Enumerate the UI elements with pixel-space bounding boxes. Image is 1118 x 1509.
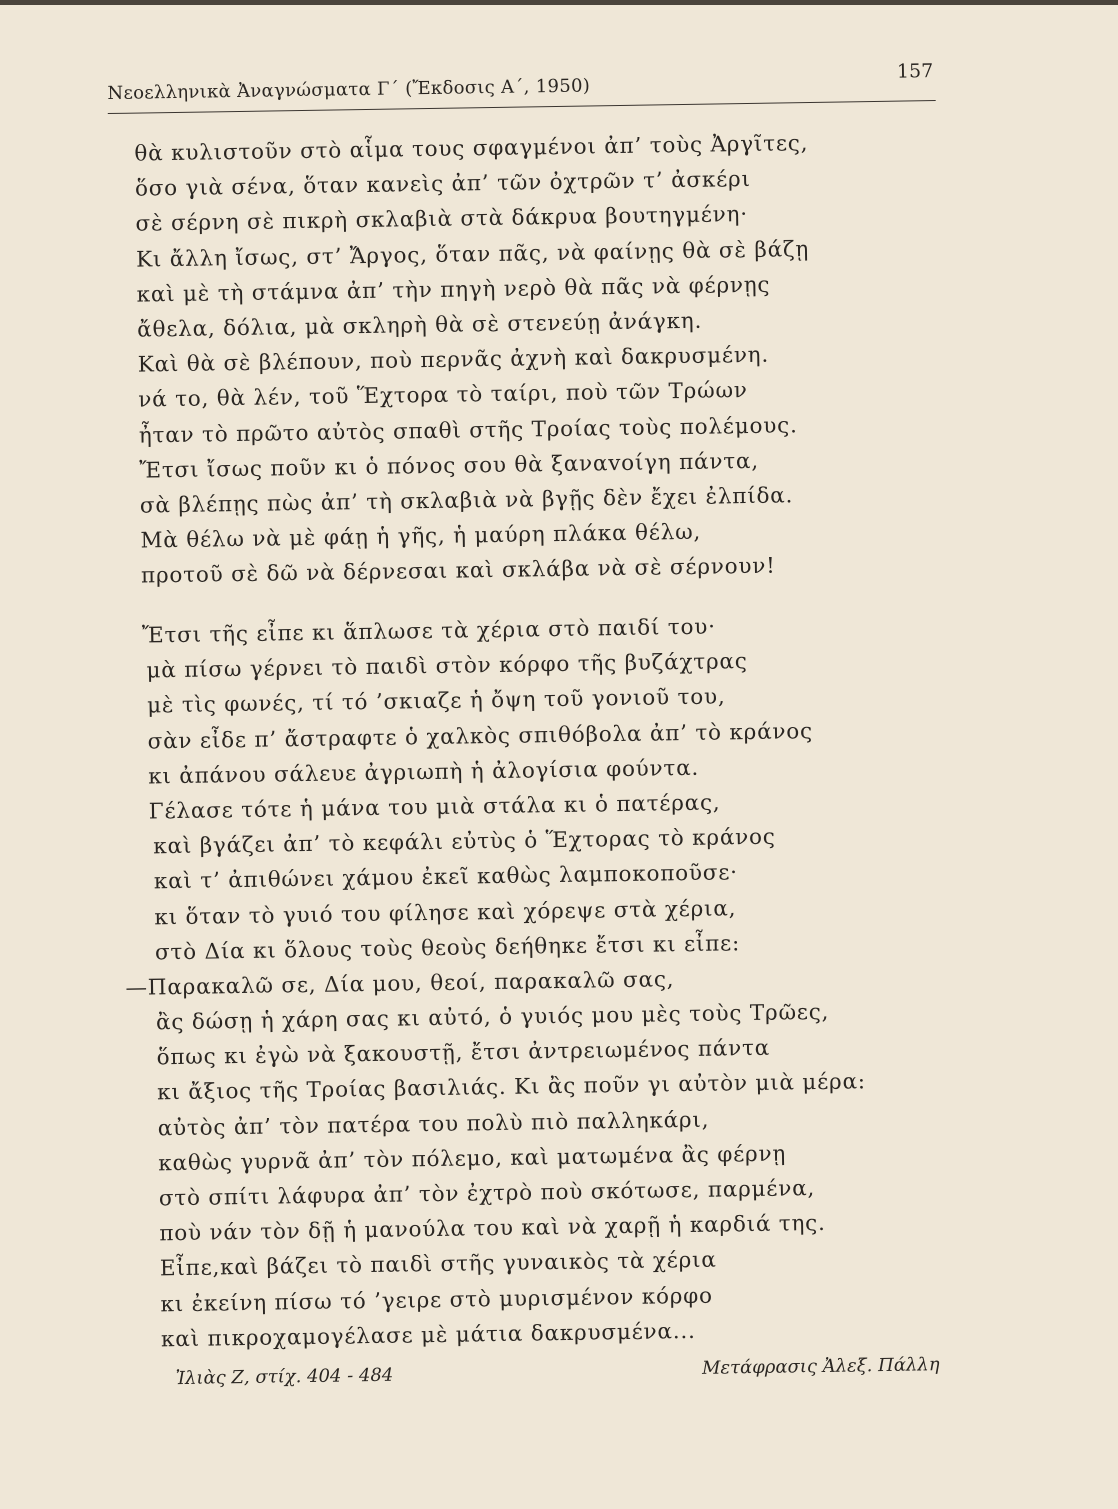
translator-credit: Μετάφρασις Ἀλεξ. Πάλλη [701, 1354, 940, 1379]
poem-line: καὶ μὲ τὴ στάμνα ἀπ’ τὴν πηγὴ νερὸ θὰ πᾶς νὰ φέρνῃς [136, 272, 771, 308]
poem-line: Μὰ θέλω νὰ μὲ φάῃ ἡ γῆς, ἡ μαύρη πλάκα θέλω, [140, 519, 702, 554]
poem-line: μὰ πίσω γέρνει τὸ παιδὶ στὸν κόρφο τῆς βυζάχτρας [146, 649, 748, 684]
poem-line: Κι ἄλλη ἴσως, στ’ Ἄργος, ὅταν πᾶς, νὰ φαίνῃς θὰ σὲ βάζῃ [135, 236, 810, 273]
poem-line: καθὼς γυρνᾶ ἀπ’ τὸν πόλεμο, καὶ ματωμένα ἂς φέρνῃ [158, 1141, 787, 1177]
poem-line: Εἶπε,καὶ βάζει τὸ παιδὶ στῆς γυναικὸς τὰ χέρια [159, 1247, 717, 1282]
poem-line: καὶ βγάζει ἀπ’ τὸ κεφάλι εὐτὺς ὁ Ἕχτορας τὸ κράνος [153, 824, 776, 860]
poem-line: σὲ σέρνη σὲ πικρὴ σκλαβιὰ στὰ δάκρυα βουτηγμένη· [135, 202, 749, 237]
poem-stanza-2 [125, 606, 964, 1358]
source-citation: Ἰλιὰς Ζ, στίχ. 404 - 484 [175, 1364, 394, 1390]
poem-line: στὸ σπίτι λάφυρα ἀπ’ τὸν ἐχτρὸ ποὺ σκότωσε, παρμένα, [158, 1176, 816, 1212]
poem-line: κι ἄξιος τῆς Τροίας βασιλιάς. Κι ἂς ποῦν γι αὐτὸν μιὰ μέρα: [156, 1069, 867, 1106]
poem-line: Καὶ θὰ σὲ βλέπουν, ποὺ περνᾶς ἀχνὴ καὶ δακρυσμένη. [137, 342, 770, 378]
poem-line: κι ὅταν τὸ γυιό του φίλησε καὶ χόρεψε στὰ χέρια, [154, 895, 737, 930]
poem-line: ὅσο γιὰ σένα, ὅταν κανεὶς ἀπ’ τῶν ὀχτρῶν τ’ ἀσκέρι [134, 167, 751, 202]
poem-line: καὶ τ’ ἀπιθώνει χάμου ἐκεῖ καθὼς λαμποκοποῦσε· [153, 860, 739, 895]
poem-line: σὰν εἶδε π’ ἄστραφτε ὁ χαλκὸς σπιθόβολα ἀπ’ τὸ κράνος [147, 718, 814, 755]
poem-line: θὰ κυλιστοῦν στὸ αἷμα τους σφαγμένοι ἀπ’ τοὺς Ἀργῖτες, [134, 131, 809, 167]
book-title: Νεοελληνικὰ Ἀναγνώσματα Γ΄ (Ἔκδοσις Α΄, 1950) [107, 75, 591, 105]
running-header [107, 56, 938, 109]
poem-line: σὰ βλέπῃς πὼς ἀπ’ τὴ σκλαβιὰ νὰ βγῇς δὲν ἔχει ἐλπίδα. [139, 483, 794, 519]
page-footer [169, 1354, 939, 1396]
poem-line: προτοῦ σὲ δῶ νὰ δέρνεσαι καὶ σκλάβα νὰ σὲ σέρνουν! [140, 553, 776, 589]
poem-line: κι ἀπάνου σάλευε ἀγριωπὴ ἡ ἀλογίσια φούντα. [148, 755, 700, 790]
poem-line: κι ἐκείνη πίσω τό ’γειρε στὸ μυρισμένον κόρφο [160, 1283, 713, 1317]
poem-line-dialogue: —Παρακαλῶ σε, Δία μου, θεοί, παρακαλῶ σας, [125, 967, 675, 1001]
poem-line: νά το, θὰ λέν, τοῦ Ἕχτορα τὸ ταίρι, ποὺ τῶν Τρώων [138, 378, 748, 413]
poem-line: στὸ Δία κι ὅλους τοὺς θεοὺς δεήθηκε ἔτσι κι εἶπε: [154, 930, 741, 966]
page-number: 157 [896, 60, 934, 83]
header-divider [108, 100, 936, 114]
poem-line: Ἔτσι τῆς εἶπε κι ἅπλωσε τὰ χέρια στὸ παιδί του· [141, 614, 716, 649]
poem-stanza-1 [134, 124, 951, 594]
poem-line: Ἔτσι ἴσως ποῦν κι ὁ πόνος σου θὰ ξαναvoίγη πάντα, [139, 448, 760, 484]
poem-line: ποὺ νάν τὸν δῇ ἡ μανούλα του καὶ νὰ χαρῇ ἡ καρδιά της. [159, 1211, 826, 1247]
poem-line: Γέλασε τότε ἡ μάνα του μιὰ στάλα κι ὁ πατέρας, [148, 790, 721, 825]
poem-line: ἦταν τὸ πρῶτο αὐτὸς σπαθὶ στῆς Τροίας τοὺς πολέμους. [138, 412, 798, 449]
poem-line: ἄθελα, δόλια, μὰ σκληρὴ θὰ σὲ στενεύῃ ἀνάγκη. [136, 308, 703, 343]
poem-line: αὐτὸς ἀπ’ τὸν πατέρα του πολὺ πιὸ παλληκάρι, [157, 1107, 710, 1141]
poem-line: ὅπως κι ἐγὼ νὰ ξακουστῇ, ἔτσι ἀντρειωμένος πάντα [156, 1035, 771, 1071]
poem-line: μὲ τὶς φωνές, τί τό ’σκιαζε ἡ ὄψη τοῦ γονιοῦ του, [146, 684, 726, 719]
poem-line: καὶ πικροχαμογέλασε μὲ μάτια δακρυσμένα... [160, 1318, 696, 1353]
poem-line: ἂς δώσῃ ἡ χάρη σας κι αὐτό, ὁ γυιός μου μὲς τοὺς Τρῶες, [155, 999, 830, 1036]
